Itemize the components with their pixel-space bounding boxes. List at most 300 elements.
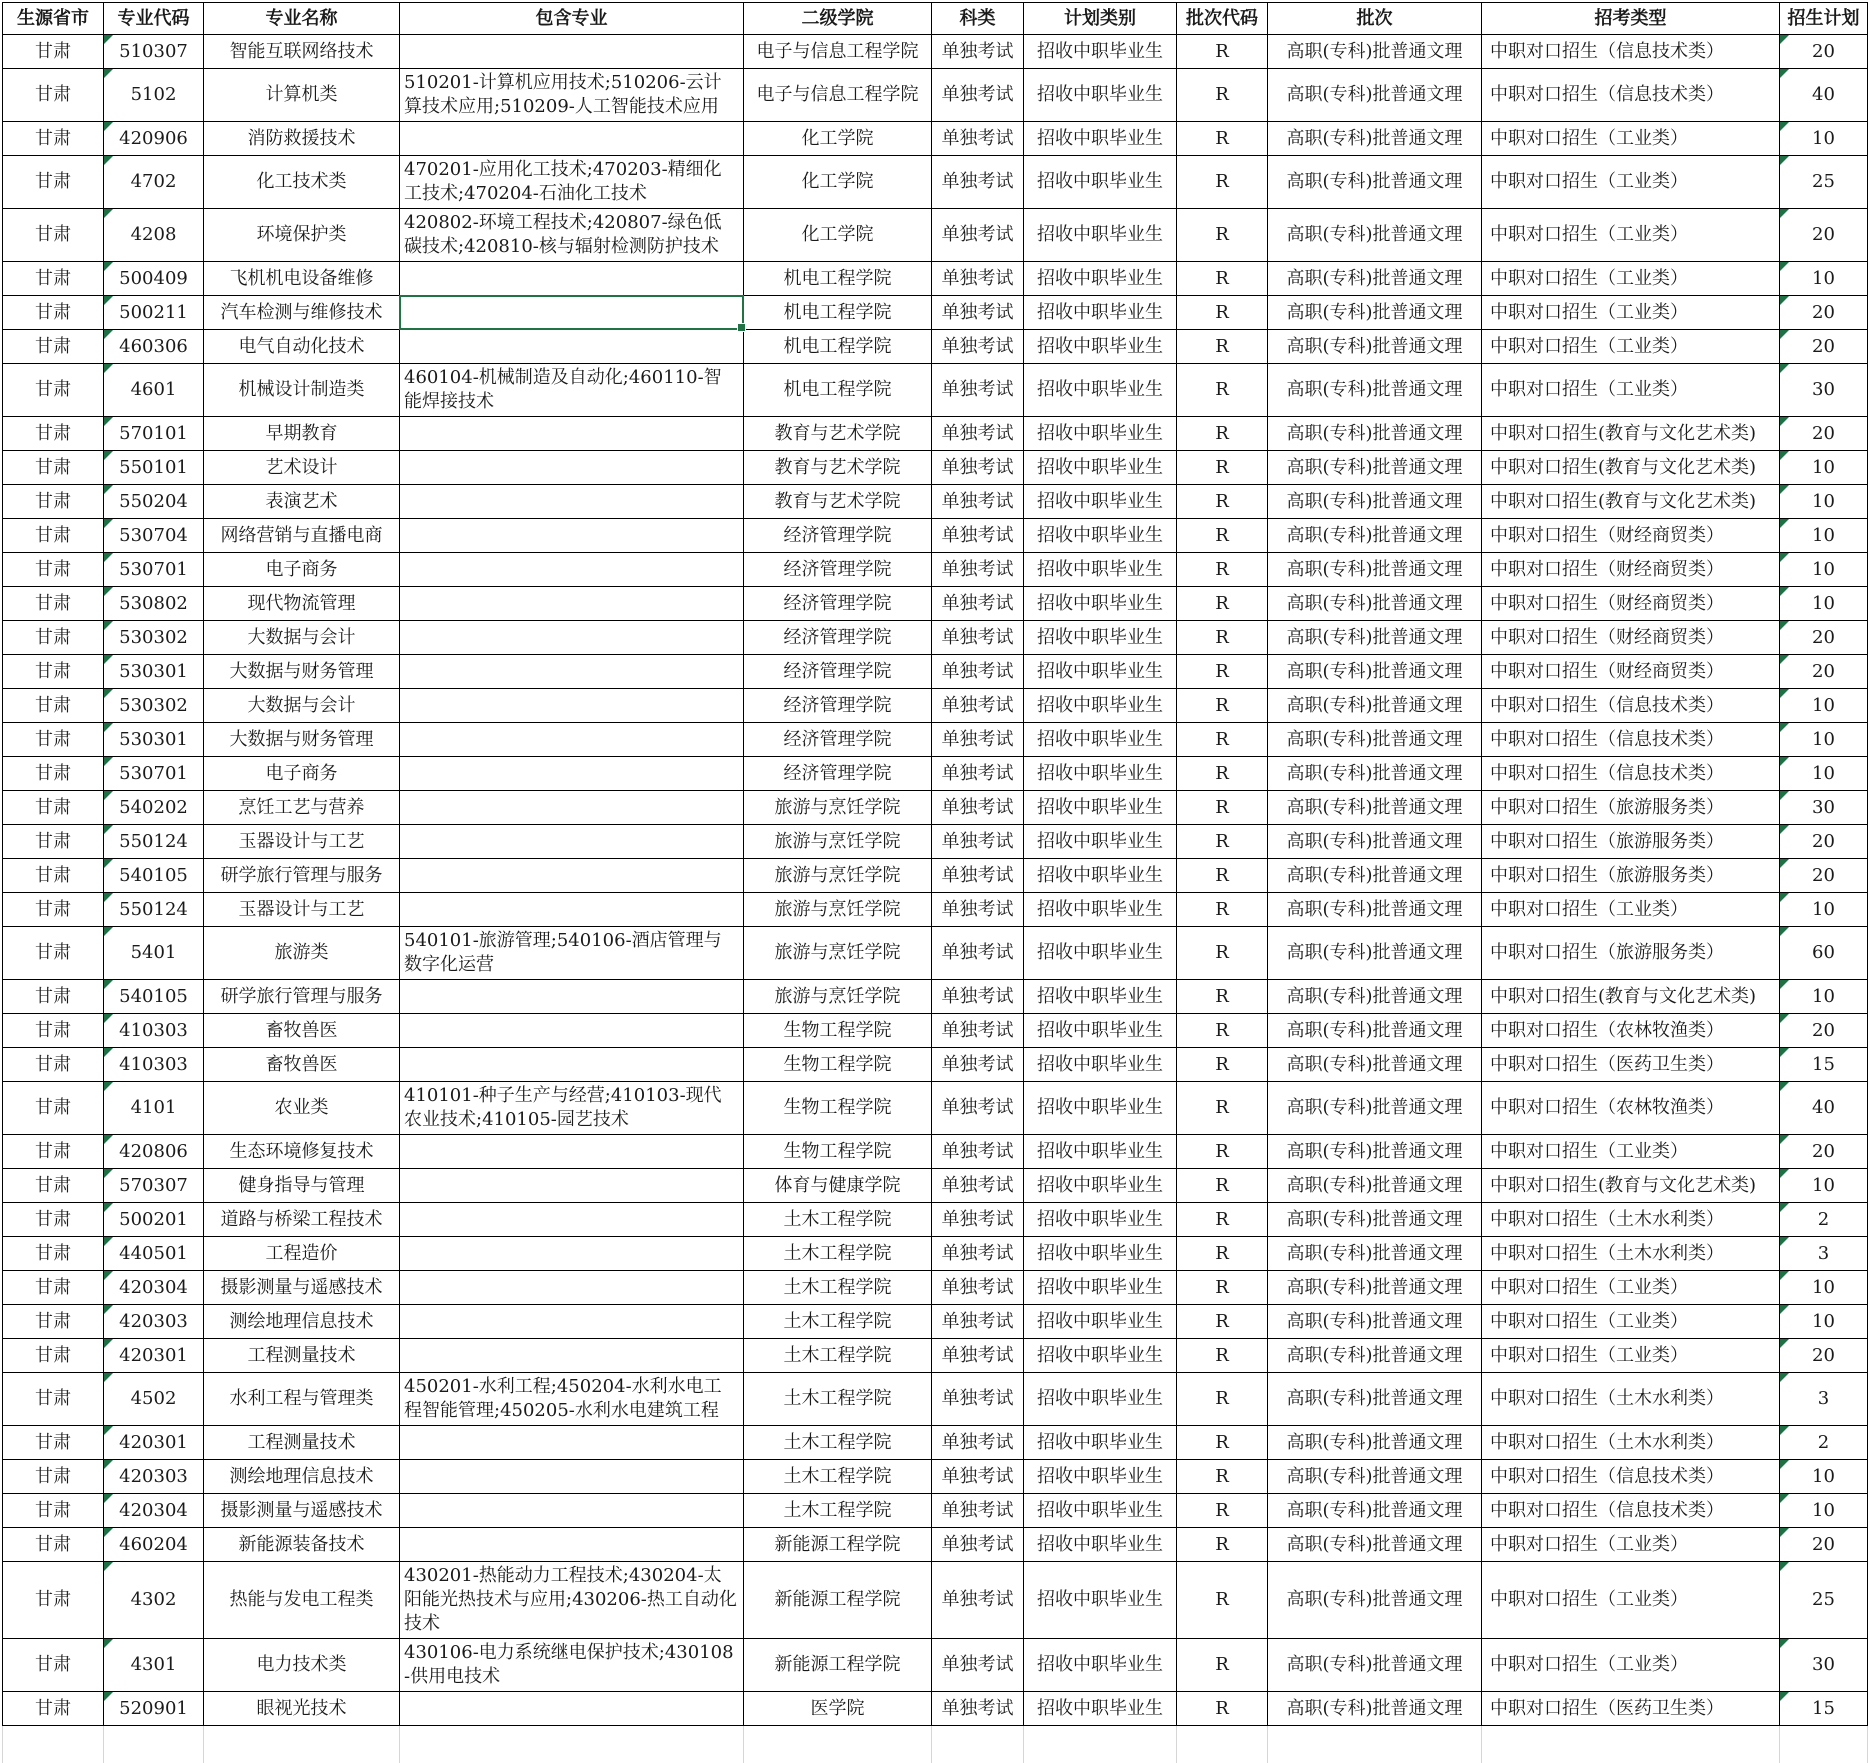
cell-code[interactable]: 4601	[104, 364, 204, 417]
cell-batch_code[interactable]: R	[1177, 927, 1268, 980]
cell-code[interactable]: 4101	[104, 1082, 204, 1135]
cell-province[interactable]: 甘肃	[3, 1460, 104, 1494]
cell-subject[interactable]: 单独考试	[932, 1135, 1024, 1169]
cell-adm_type[interactable]: 中职对口招生（旅游服务类）	[1482, 927, 1780, 980]
cell-subject[interactable]: 单独考试	[932, 621, 1024, 655]
cell-province[interactable]: 甘肃	[3, 122, 104, 156]
cell-batch[interactable]: 高职(专科)批普通文理	[1268, 1271, 1482, 1305]
column-header-includes[interactable]: 包含专业	[400, 3, 744, 35]
cell-province[interactable]: 甘肃	[3, 451, 104, 485]
cell-batch[interactable]: 高职(专科)批普通文理	[1268, 1639, 1482, 1692]
cell-plan[interactable]: 10	[1780, 1460, 1868, 1494]
cell-plan_type[interactable]: 招收中职毕业生	[1024, 1082, 1177, 1135]
cell-plan[interactable]: 10	[1780, 980, 1868, 1014]
cell-plan_type[interactable]: 招收中职毕业生	[1024, 330, 1177, 364]
cell-plan[interactable]: 30	[1780, 791, 1868, 825]
cell-subject[interactable]: 单独考试	[932, 122, 1024, 156]
cell-plan[interactable]: 10	[1780, 1271, 1868, 1305]
cell-subject[interactable]: 单独考试	[932, 1339, 1024, 1373]
cell-name[interactable]: 玉器设计与工艺	[204, 893, 400, 927]
cell-name[interactable]: 摄影测量与遥感技术	[204, 1494, 400, 1528]
cell-batch[interactable]: 高职(专科)批普通文理	[1268, 1305, 1482, 1339]
cell-batch[interactable]: 高职(专科)批普通文理	[1268, 621, 1482, 655]
cell-name[interactable]: 大数据与会计	[204, 621, 400, 655]
cell-plan[interactable]: 20	[1780, 209, 1868, 262]
cell-batch[interactable]: 高职(专科)批普通文理	[1268, 689, 1482, 723]
cell-province[interactable]: 甘肃	[3, 1169, 104, 1203]
cell-batch_code[interactable]: R	[1177, 1135, 1268, 1169]
empty-cell[interactable]	[1024, 1726, 1177, 1763]
cell-includes[interactable]: 430106-电力系统继电保护技术;430108-供用电技术	[400, 1639, 744, 1692]
column-header-batch_code[interactable]: 批次代码	[1177, 3, 1268, 35]
cell-batch_code[interactable]: R	[1177, 757, 1268, 791]
cell-plan[interactable]: 3	[1780, 1373, 1868, 1426]
cell-plan_type[interactable]: 招收中职毕业生	[1024, 980, 1177, 1014]
cell-adm_type[interactable]: 中职对口招生（信息技术类）	[1482, 1460, 1780, 1494]
empty-cell[interactable]	[1177, 1726, 1268, 1763]
column-header-plan[interactable]: 招生计划	[1780, 3, 1868, 35]
cell-name[interactable]: 生态环境修复技术	[204, 1135, 400, 1169]
cell-plan[interactable]: 10	[1780, 1494, 1868, 1528]
cell-batch[interactable]: 高职(专科)批普通文理	[1268, 655, 1482, 689]
cell-code[interactable]: 420806	[104, 1135, 204, 1169]
cell-name[interactable]: 早期教育	[204, 417, 400, 451]
cell-plan[interactable]: 20	[1780, 1339, 1868, 1373]
cell-includes[interactable]: 510201-计算机应用技术;510206-云计算技术应用;510209-人工智能技术应用	[400, 69, 744, 122]
cell-plan[interactable]: 20	[1780, 621, 1868, 655]
cell-batch[interactable]: 高职(专科)批普通文理	[1268, 122, 1482, 156]
cell-subject[interactable]: 单独考试	[932, 791, 1024, 825]
cell-batch[interactable]: 高职(专科)批普通文理	[1268, 1203, 1482, 1237]
cell-plan_type[interactable]: 招收中职毕业生	[1024, 1460, 1177, 1494]
cell-plan[interactable]: 10	[1780, 1169, 1868, 1203]
cell-batch[interactable]: 高职(专科)批普通文理	[1268, 587, 1482, 621]
cell-plan[interactable]: 30	[1780, 364, 1868, 417]
cell-includes[interactable]: 460104-机械制造及自动化;460110-智能焊接技术	[400, 364, 744, 417]
cell-code[interactable]: 410303	[104, 1014, 204, 1048]
cell-adm_type[interactable]: 中职对口招生（工业类）	[1482, 1562, 1780, 1639]
cell-subject[interactable]: 单独考试	[932, 1271, 1024, 1305]
cell-code[interactable]: 410303	[104, 1048, 204, 1082]
cell-name[interactable]: 电子商务	[204, 553, 400, 587]
cell-batch_code[interactable]: R	[1177, 1014, 1268, 1048]
cell-name[interactable]: 汽车检测与维修技术	[204, 296, 400, 330]
cell-includes[interactable]: 450201-水利工程;450204-水利水电工程智能管理;450205-水利水电建筑工程	[400, 1373, 744, 1426]
cell-name[interactable]: 工程造价	[204, 1237, 400, 1271]
cell-adm_type[interactable]: 中职对口招生(教育与文化艺术类)	[1482, 1169, 1780, 1203]
column-header-plan_type[interactable]: 计划类别	[1024, 3, 1177, 35]
cell-plan_type[interactable]: 招收中职毕业生	[1024, 69, 1177, 122]
cell-plan_type[interactable]: 招收中职毕业生	[1024, 587, 1177, 621]
cell-batch_code[interactable]: R	[1177, 1305, 1268, 1339]
cell-college[interactable]: 旅游与烹饪学院	[744, 859, 932, 893]
cell-includes[interactable]	[400, 791, 744, 825]
cell-adm_type[interactable]: 中职对口招生（信息技术类）	[1482, 35, 1780, 69]
empty-cell[interactable]	[1780, 1726, 1868, 1763]
cell-batch[interactable]: 高职(专科)批普通文理	[1268, 296, 1482, 330]
cell-batch_code[interactable]: R	[1177, 69, 1268, 122]
cell-includes[interactable]	[400, 1528, 744, 1562]
cell-college[interactable]: 土木工程学院	[744, 1237, 932, 1271]
cell-subject[interactable]: 单独考试	[932, 689, 1024, 723]
cell-province[interactable]: 甘肃	[3, 1082, 104, 1135]
cell-code[interactable]: 530301	[104, 655, 204, 689]
cell-college[interactable]: 经济管理学院	[744, 519, 932, 553]
cell-includes[interactable]	[400, 1048, 744, 1082]
cell-name[interactable]: 烹饪工艺与营养	[204, 791, 400, 825]
cell-name[interactable]: 网络营销与直播电商	[204, 519, 400, 553]
cell-includes[interactable]	[400, 655, 744, 689]
cell-college[interactable]: 旅游与烹饪学院	[744, 980, 932, 1014]
cell-adm_type[interactable]: 中职对口招生（财经商贸类）	[1482, 655, 1780, 689]
cell-province[interactable]: 甘肃	[3, 655, 104, 689]
cell-plan_type[interactable]: 招收中职毕业生	[1024, 825, 1177, 859]
cell-batch[interactable]: 高职(专科)批普通文理	[1268, 1373, 1482, 1426]
cell-plan_type[interactable]: 招收中职毕业生	[1024, 893, 1177, 927]
cell-plan_type[interactable]: 招收中职毕业生	[1024, 364, 1177, 417]
cell-batch[interactable]: 高职(专科)批普通文理	[1268, 69, 1482, 122]
cell-batch_code[interactable]: R	[1177, 451, 1268, 485]
cell-province[interactable]: 甘肃	[3, 1692, 104, 1726]
column-header-college[interactable]: 二级学院	[744, 3, 932, 35]
cell-name[interactable]: 测绘地理信息技术	[204, 1460, 400, 1494]
cell-name[interactable]: 健身指导与管理	[204, 1169, 400, 1203]
cell-plan_type[interactable]: 招收中职毕业生	[1024, 296, 1177, 330]
cell-includes[interactable]	[400, 1339, 744, 1373]
cell-adm_type[interactable]: 中职对口招生（财经商贸类）	[1482, 621, 1780, 655]
cell-adm_type[interactable]: 中职对口招生（工业类）	[1482, 893, 1780, 927]
column-header-province[interactable]: 生源省市	[3, 3, 104, 35]
cell-batch[interactable]: 高职(专科)批普通文理	[1268, 1692, 1482, 1726]
cell-college[interactable]: 教育与艺术学院	[744, 417, 932, 451]
cell-plan[interactable]: 10	[1780, 723, 1868, 757]
cell-subject[interactable]: 单独考试	[932, 553, 1024, 587]
cell-plan[interactable]: 10	[1780, 122, 1868, 156]
cell-name[interactable]: 电力技术类	[204, 1639, 400, 1692]
cell-adm_type[interactable]: 中职对口招生（工业类）	[1482, 364, 1780, 417]
cell-college[interactable]: 经济管理学院	[744, 723, 932, 757]
cell-province[interactable]: 甘肃	[3, 1339, 104, 1373]
cell-subject[interactable]: 单独考试	[932, 1169, 1024, 1203]
column-header-name[interactable]: 专业名称	[204, 3, 400, 35]
cell-college[interactable]: 教育与艺术学院	[744, 451, 932, 485]
cell-adm_type[interactable]: 中职对口招生（旅游服务类）	[1482, 791, 1780, 825]
cell-plan[interactable]: 2	[1780, 1203, 1868, 1237]
cell-province[interactable]: 甘肃	[3, 1135, 104, 1169]
cell-plan_type[interactable]: 招收中职毕业生	[1024, 655, 1177, 689]
cell-subject[interactable]: 单独考试	[932, 1692, 1024, 1726]
cell-adm_type[interactable]: 中职对口招生（工业类）	[1482, 1528, 1780, 1562]
cell-province[interactable]: 甘肃	[3, 859, 104, 893]
cell-includes[interactable]	[400, 980, 744, 1014]
cell-college[interactable]: 化工学院	[744, 156, 932, 209]
cell-includes[interactable]: 430201-热能动力工程技术;430204-太阳能光热技术与应用;430206-热工自动化技术	[400, 1562, 744, 1639]
cell-subject[interactable]: 单独考试	[932, 35, 1024, 69]
cell-batch_code[interactable]: R	[1177, 1048, 1268, 1082]
cell-batch[interactable]: 高职(专科)批普通文理	[1268, 1426, 1482, 1460]
empty-cell[interactable]	[3, 1726, 104, 1763]
cell-batch[interactable]: 高职(专科)批普通文理	[1268, 485, 1482, 519]
cell-plan_type[interactable]: 招收中职毕业生	[1024, 757, 1177, 791]
cell-batch_code[interactable]: R	[1177, 1271, 1268, 1305]
cell-plan[interactable]: 20	[1780, 35, 1868, 69]
cell-batch[interactable]: 高职(专科)批普通文理	[1268, 893, 1482, 927]
cell-college[interactable]: 土木工程学院	[744, 1460, 932, 1494]
cell-batch_code[interactable]: R	[1177, 1203, 1268, 1237]
cell-includes[interactable]	[400, 519, 744, 553]
cell-includes[interactable]	[400, 757, 744, 791]
cell-plan[interactable]: 20	[1780, 296, 1868, 330]
cell-code[interactable]: 420304	[104, 1494, 204, 1528]
cell-college[interactable]: 生物工程学院	[744, 1014, 932, 1048]
cell-college[interactable]: 土木工程学院	[744, 1373, 932, 1426]
cell-includes[interactable]	[400, 689, 744, 723]
cell-includes[interactable]	[400, 1169, 744, 1203]
cell-province[interactable]: 甘肃	[3, 156, 104, 209]
cell-plan[interactable]: 20	[1780, 1528, 1868, 1562]
cell-adm_type[interactable]: 中职对口招生（农林牧渔类）	[1482, 1082, 1780, 1135]
cell-name[interactable]: 道路与桥梁工程技术	[204, 1203, 400, 1237]
cell-plan_type[interactable]: 招收中职毕业生	[1024, 1237, 1177, 1271]
cell-includes[interactable]	[400, 122, 744, 156]
cell-subject[interactable]: 单独考试	[932, 1014, 1024, 1048]
cell-code[interactable]: 440501	[104, 1237, 204, 1271]
empty-cell[interactable]	[104, 1726, 204, 1763]
cell-plan_type[interactable]: 招收中职毕业生	[1024, 1639, 1177, 1692]
cell-plan[interactable]: 10	[1780, 1305, 1868, 1339]
cell-adm_type[interactable]: 中职对口招生（土木水利类）	[1482, 1203, 1780, 1237]
cell-batch[interactable]: 高职(专科)批普通文理	[1268, 451, 1482, 485]
cell-name[interactable]: 工程测量技术	[204, 1339, 400, 1373]
cell-plan_type[interactable]: 招收中职毕业生	[1024, 553, 1177, 587]
cell-plan_type[interactable]: 招收中职毕业生	[1024, 1271, 1177, 1305]
cell-plan[interactable]: 10	[1780, 451, 1868, 485]
cell-adm_type[interactable]: 中职对口招生（工业类）	[1482, 262, 1780, 296]
cell-name[interactable]: 计算机类	[204, 69, 400, 122]
cell-province[interactable]: 甘肃	[3, 825, 104, 859]
cell-college[interactable]: 生物工程学院	[744, 1082, 932, 1135]
cell-includes[interactable]	[400, 35, 744, 69]
cell-includes[interactable]	[400, 859, 744, 893]
cell-batch[interactable]: 高职(专科)批普通文理	[1268, 1494, 1482, 1528]
cell-batch_code[interactable]: R	[1177, 980, 1268, 1014]
cell-batch_code[interactable]: R	[1177, 893, 1268, 927]
cell-includes[interactable]	[400, 417, 744, 451]
cell-batch[interactable]: 高职(专科)批普通文理	[1268, 330, 1482, 364]
cell-batch[interactable]: 高职(专科)批普通文理	[1268, 1014, 1482, 1048]
cell-adm_type[interactable]: 中职对口招生（信息技术类）	[1482, 689, 1780, 723]
cell-subject[interactable]: 单独考试	[932, 927, 1024, 980]
cell-name[interactable]: 热能与发电工程类	[204, 1562, 400, 1639]
cell-includes[interactable]	[400, 296, 744, 330]
cell-batch_code[interactable]: R	[1177, 1494, 1268, 1528]
column-header-subject[interactable]: 科类	[932, 3, 1024, 35]
cell-code[interactable]: 500201	[104, 1203, 204, 1237]
column-header-batch[interactable]: 批次	[1268, 3, 1482, 35]
cell-subject[interactable]: 单独考试	[932, 1082, 1024, 1135]
cell-college[interactable]: 机电工程学院	[744, 262, 932, 296]
cell-plan_type[interactable]: 招收中职毕业生	[1024, 1426, 1177, 1460]
cell-code[interactable]: 5102	[104, 69, 204, 122]
cell-adm_type[interactable]: 中职对口招生（旅游服务类）	[1482, 859, 1780, 893]
cell-includes[interactable]	[400, 723, 744, 757]
cell-adm_type[interactable]: 中职对口招生（财经商贸类）	[1482, 519, 1780, 553]
cell-includes[interactable]	[400, 1237, 744, 1271]
cell-batch_code[interactable]: R	[1177, 621, 1268, 655]
cell-plan_type[interactable]: 招收中职毕业生	[1024, 156, 1177, 209]
cell-name[interactable]: 环境保护类	[204, 209, 400, 262]
cell-code[interactable]: 460204	[104, 1528, 204, 1562]
cell-adm_type[interactable]: 中职对口招生（工业类）	[1482, 330, 1780, 364]
cell-batch[interactable]: 高职(专科)批普通文理	[1268, 1169, 1482, 1203]
cell-batch[interactable]: 高职(专科)批普通文理	[1268, 825, 1482, 859]
cell-batch_code[interactable]: R	[1177, 209, 1268, 262]
cell-batch_code[interactable]: R	[1177, 791, 1268, 825]
cell-province[interactable]: 甘肃	[3, 1203, 104, 1237]
cell-adm_type[interactable]: 中职对口招生（工业类）	[1482, 1305, 1780, 1339]
cell-subject[interactable]: 单独考试	[932, 723, 1024, 757]
cell-batch_code[interactable]: R	[1177, 1237, 1268, 1271]
cell-plan[interactable]: 20	[1780, 417, 1868, 451]
cell-adm_type[interactable]: 中职对口招生（医药卫生类）	[1482, 1048, 1780, 1082]
cell-batch_code[interactable]: R	[1177, 689, 1268, 723]
cell-includes[interactable]	[400, 1135, 744, 1169]
cell-code[interactable]: 530701	[104, 757, 204, 791]
cell-plan_type[interactable]: 招收中职毕业生	[1024, 621, 1177, 655]
cell-plan[interactable]: 15	[1780, 1048, 1868, 1082]
cell-province[interactable]: 甘肃	[3, 1426, 104, 1460]
cell-name[interactable]: 大数据与财务管理	[204, 723, 400, 757]
cell-college[interactable]: 经济管理学院	[744, 587, 932, 621]
cell-name[interactable]: 测绘地理信息技术	[204, 1305, 400, 1339]
cell-province[interactable]: 甘肃	[3, 1639, 104, 1692]
cell-code[interactable]: 4702	[104, 156, 204, 209]
cell-plan_type[interactable]: 招收中职毕业生	[1024, 122, 1177, 156]
cell-plan[interactable]: 60	[1780, 927, 1868, 980]
cell-batch[interactable]: 高职(专科)批普通文理	[1268, 1135, 1482, 1169]
cell-code[interactable]: 5401	[104, 927, 204, 980]
cell-code[interactable]: 540105	[104, 859, 204, 893]
cell-includes[interactable]	[400, 1203, 744, 1237]
cell-province[interactable]: 甘肃	[3, 519, 104, 553]
cell-subject[interactable]: 单独考试	[932, 859, 1024, 893]
cell-name[interactable]: 艺术设计	[204, 451, 400, 485]
cell-code[interactable]: 530301	[104, 723, 204, 757]
cell-college[interactable]: 医学院	[744, 1692, 932, 1726]
cell-province[interactable]: 甘肃	[3, 893, 104, 927]
cell-name[interactable]: 飞机机电设备维修	[204, 262, 400, 296]
cell-plan[interactable]: 15	[1780, 1692, 1868, 1726]
cell-includes[interactable]	[400, 262, 744, 296]
cell-subject[interactable]: 单独考试	[932, 1373, 1024, 1426]
cell-college[interactable]: 体育与健康学院	[744, 1169, 932, 1203]
cell-plan[interactable]: 10	[1780, 262, 1868, 296]
cell-plan[interactable]: 10	[1780, 587, 1868, 621]
cell-includes[interactable]	[400, 1460, 744, 1494]
cell-province[interactable]: 甘肃	[3, 262, 104, 296]
cell-adm_type[interactable]: 中职对口招生（工业类）	[1482, 1339, 1780, 1373]
cell-adm_type[interactable]: 中职对口招生(教育与文化艺术类)	[1482, 485, 1780, 519]
cell-plan_type[interactable]: 招收中职毕业生	[1024, 262, 1177, 296]
cell-subject[interactable]: 单独考试	[932, 757, 1024, 791]
cell-plan_type[interactable]: 招收中职毕业生	[1024, 1373, 1177, 1426]
cell-batch[interactable]: 高职(专科)批普通文理	[1268, 859, 1482, 893]
cell-plan[interactable]: 10	[1780, 893, 1868, 927]
cell-batch[interactable]: 高职(专科)批普通文理	[1268, 209, 1482, 262]
cell-includes[interactable]	[400, 587, 744, 621]
cell-batch_code[interactable]: R	[1177, 364, 1268, 417]
cell-plan[interactable]: 20	[1780, 330, 1868, 364]
cell-batch_code[interactable]: R	[1177, 1692, 1268, 1726]
cell-plan_type[interactable]: 招收中职毕业生	[1024, 35, 1177, 69]
cell-code[interactable]: 540105	[104, 980, 204, 1014]
cell-plan_type[interactable]: 招收中职毕业生	[1024, 791, 1177, 825]
cell-plan[interactable]: 40	[1780, 1082, 1868, 1135]
cell-college[interactable]: 经济管理学院	[744, 655, 932, 689]
cell-batch_code[interactable]: R	[1177, 1426, 1268, 1460]
cell-includes[interactable]: 420802-环境工程技术;420807-绿色低碳技术;420810-核与辐射检测防护技术	[400, 209, 744, 262]
cell-plan[interactable]: 10	[1780, 519, 1868, 553]
cell-code[interactable]: 530302	[104, 689, 204, 723]
cell-name[interactable]: 电子商务	[204, 757, 400, 791]
cell-code[interactable]: 550124	[104, 893, 204, 927]
cell-province[interactable]: 甘肃	[3, 1373, 104, 1426]
cell-includes[interactable]	[400, 1692, 744, 1726]
cell-name[interactable]: 新能源装备技术	[204, 1528, 400, 1562]
cell-code[interactable]: 420301	[104, 1339, 204, 1373]
cell-code[interactable]: 550124	[104, 825, 204, 859]
cell-province[interactable]: 甘肃	[3, 927, 104, 980]
empty-cell[interactable]	[204, 1726, 400, 1763]
cell-batch_code[interactable]: R	[1177, 859, 1268, 893]
cell-college[interactable]: 电子与信息工程学院	[744, 35, 932, 69]
cell-plan[interactable]: 25	[1780, 1562, 1868, 1639]
cell-adm_type[interactable]: 中职对口招生（工业类）	[1482, 1639, 1780, 1692]
cell-subject[interactable]: 单独考试	[932, 1528, 1024, 1562]
cell-batch[interactable]: 高职(专科)批普通文理	[1268, 1339, 1482, 1373]
cell-college[interactable]: 新能源工程学院	[744, 1528, 932, 1562]
cell-subject[interactable]: 单独考试	[932, 451, 1024, 485]
cell-batch[interactable]: 高职(专科)批普通文理	[1268, 791, 1482, 825]
cell-includes[interactable]	[400, 1426, 744, 1460]
cell-batch[interactable]: 高职(专科)批普通文理	[1268, 723, 1482, 757]
cell-batch_code[interactable]: R	[1177, 35, 1268, 69]
cell-name[interactable]: 现代物流管理	[204, 587, 400, 621]
cell-code[interactable]: 4208	[104, 209, 204, 262]
cell-college[interactable]: 旅游与烹饪学院	[744, 927, 932, 980]
cell-province[interactable]: 甘肃	[3, 364, 104, 417]
cell-plan[interactable]: 10	[1780, 553, 1868, 587]
cell-province[interactable]: 甘肃	[3, 791, 104, 825]
cell-batch[interactable]: 高职(专科)批普通文理	[1268, 1528, 1482, 1562]
cell-province[interactable]: 甘肃	[3, 209, 104, 262]
cell-batch_code[interactable]: R	[1177, 296, 1268, 330]
cell-plan[interactable]: 20	[1780, 1014, 1868, 1048]
cell-college[interactable]: 经济管理学院	[744, 621, 932, 655]
column-header-adm_type[interactable]: 招考类型	[1482, 3, 1780, 35]
cell-subject[interactable]: 单独考试	[932, 980, 1024, 1014]
cell-batch[interactable]: 高职(专科)批普通文理	[1268, 156, 1482, 209]
cell-adm_type[interactable]: 中职对口招生（财经商贸类）	[1482, 587, 1780, 621]
cell-plan_type[interactable]: 招收中职毕业生	[1024, 859, 1177, 893]
cell-adm_type[interactable]: 中职对口招生(教育与文化艺术类)	[1482, 980, 1780, 1014]
cell-plan_type[interactable]: 招收中职毕业生	[1024, 1048, 1177, 1082]
cell-province[interactable]: 甘肃	[3, 1048, 104, 1082]
cell-includes[interactable]	[400, 451, 744, 485]
empty-cell[interactable]	[932, 1726, 1024, 1763]
cell-includes[interactable]	[400, 893, 744, 927]
cell-college[interactable]: 旅游与烹饪学院	[744, 893, 932, 927]
